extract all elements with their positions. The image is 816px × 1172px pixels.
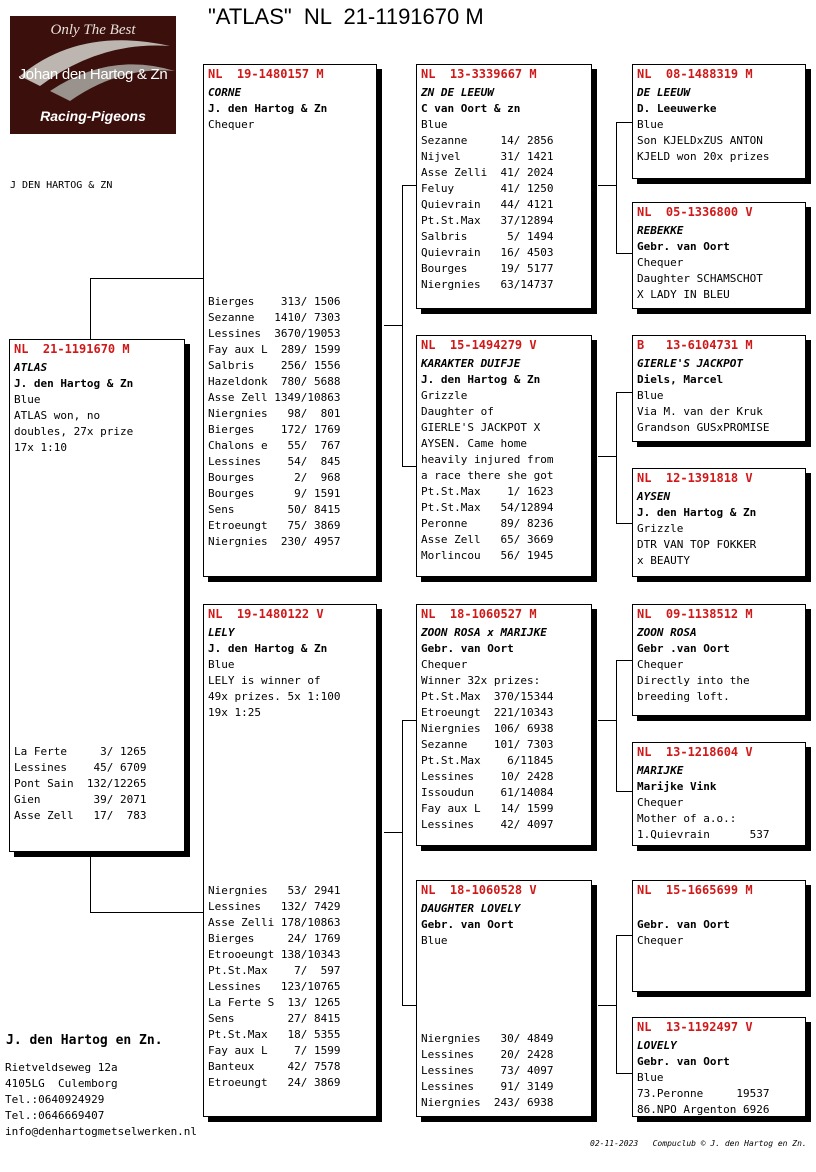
logo-slogan: Only The Best	[50, 22, 136, 38]
connector-line	[598, 185, 617, 186]
info-line: x BEAUTY	[637, 554, 690, 567]
result-line: Niergnies 106/ 6938	[421, 722, 554, 735]
result-line: Issoudun 61/14084	[421, 786, 554, 799]
result-line: Lessines 54/ 845	[208, 455, 341, 468]
page-title: "ATLAS" NL 21-1191670 M	[208, 4, 484, 29]
result-line: Chalons e 55/ 767	[208, 439, 341, 452]
info-line: breeding loft.	[637, 690, 730, 703]
result-line: Nijvel 31/ 1421	[421, 150, 554, 163]
pedigree-card-rebekke	[632, 202, 806, 309]
connector-line	[90, 278, 204, 279]
pedigree-card-marijke	[632, 742, 806, 846]
info-line: Grandson GUSxPROMISE	[637, 421, 770, 434]
ring-number: NL 18-1060527 M	[421, 607, 537, 621]
connector-line	[90, 852, 91, 912]
info-line: Chequer	[637, 256, 684, 269]
info-line: heavily injured from	[421, 453, 554, 466]
pedigree-card-gierles-jackpot	[632, 335, 806, 442]
breeder-name: D. Leeuwerke	[637, 102, 717, 115]
connector-line	[616, 660, 617, 792]
connector-line	[384, 832, 403, 833]
result-line: Sezanne 1410/ 7303	[208, 311, 341, 324]
owner-label: J DEN HARTOG & ZN	[10, 180, 113, 191]
ring-number: B 13-6104731 M	[637, 338, 753, 352]
ring-number: NL 13-1218604 V	[637, 745, 753, 759]
result-line: Asse Zelli 41/ 2024	[421, 166, 554, 179]
pigeon-name: AYSEN	[637, 490, 671, 503]
result-line: Lessines 42/ 4097	[421, 818, 554, 831]
info-line: Daughter SCHAMSCHOT	[637, 272, 763, 285]
breeder-name: J. den Hartog & Zn	[14, 377, 134, 390]
connector-line	[616, 935, 633, 936]
result-line: Etroeungt 75/ 3869	[208, 519, 341, 532]
pigeon-name: KARAKTER DUIFJE	[421, 357, 521, 370]
ring-number: NL 19-1480157 M	[208, 67, 324, 81]
result-line: Pt.St.Max 54/12894	[421, 501, 554, 514]
result-line: Pt.St.Max 7/ 597	[208, 964, 341, 977]
result-line: Bierges 24/ 1769	[208, 932, 341, 945]
pigeon-name: ATLAS	[14, 361, 48, 374]
ring-number: NL 09-1138512 M	[637, 607, 753, 621]
pigeon-name: GIERLE'S JACKPOT	[637, 357, 743, 370]
pigeon-name: LOVELY	[637, 1039, 677, 1052]
phone-line: Tel.:0646669407	[5, 1109, 105, 1122]
result-line: Asse Zell 65/ 3669	[421, 533, 554, 546]
ring-number: NL 21-1191670 M	[14, 342, 130, 356]
info-line: a race there she got	[421, 469, 554, 482]
connector-line	[616, 253, 633, 254]
pedigree-card-zn-de-leeuw	[416, 64, 592, 309]
pigeon-name: ZOON ROSA x MARIJKE	[421, 626, 547, 639]
connector-line	[598, 1005, 617, 1006]
ring-number: NL 15-1494279 V	[421, 338, 537, 352]
result-line: Lessines 10/ 2428	[421, 770, 554, 783]
pigeon-name: ZOON ROSA	[637, 626, 697, 639]
info-line: Chequer	[637, 658, 684, 671]
breeder-name: Gebr. van Oort	[421, 642, 514, 655]
address-line: Rietveldseweg 12a	[5, 1061, 118, 1074]
ring-number: NL 05-1336800 V	[637, 205, 753, 219]
info-line: Winner 32x prizes:	[421, 674, 541, 687]
pedigree-card-corne	[203, 64, 377, 577]
connector-line	[402, 466, 417, 467]
info-line: Blue	[637, 389, 664, 402]
result-line: Bourges 9/ 1591	[208, 487, 341, 500]
pigeon-name: REBEKKE	[637, 224, 684, 237]
result-line: Niergnies 53/ 2941	[208, 884, 341, 897]
result-line: Lessines 91/ 3149	[421, 1080, 554, 1093]
result-line: Morlincou 56/ 1945	[421, 549, 554, 562]
result-line: Sens 27/ 8415	[208, 1012, 341, 1025]
result-line: Bourges 19/ 5177	[421, 262, 554, 275]
info-line: Directly into the	[637, 674, 750, 687]
info-line: GIERLE'S JACKPOT X	[421, 421, 541, 434]
connector-line	[402, 1005, 417, 1006]
connector-line	[598, 720, 617, 721]
footer-owner-name: J. den Hartog en Zn.	[6, 1033, 163, 1048]
pigeon-name: CORNE	[208, 86, 242, 99]
print-stamp: 02-11-2023 Compuclub © J. den Hartog en Zn.	[590, 1139, 807, 1148]
connector-line	[402, 720, 403, 1006]
result-line: Sezanne 101/ 7303	[421, 738, 554, 751]
connector-line	[616, 392, 633, 393]
result-line: Quievrain 44/ 4121	[421, 198, 554, 211]
result-line: Pt.St.Max 1/ 1623	[421, 485, 554, 498]
breeder-name: J. den Hartog & Zn	[637, 506, 757, 519]
ring-number: NL 15-1665699 M	[637, 883, 753, 897]
ring-number: NL 13-3339667 M	[421, 67, 537, 81]
phone-line: Tel.:0640924929	[5, 1093, 105, 1106]
info-line: 1.Quievrain 537	[637, 828, 770, 841]
connector-line	[616, 122, 633, 123]
info-line: Chequer	[637, 934, 684, 947]
connector-line	[616, 392, 617, 524]
info-line: ATLAS won, no	[14, 409, 101, 422]
breeder-name: C van Oort & zn	[421, 102, 521, 115]
footer-address	[5, 1060, 197, 1140]
info-line: Son KJELDxZUS ANTON	[637, 134, 763, 147]
info-line: Mother of a.o.:	[637, 812, 737, 825]
ring-number: NL 18-1060528 V	[421, 883, 537, 897]
logo-tagline: Racing-Pigeons	[40, 108, 146, 124]
info-line: Chequer	[637, 796, 684, 809]
connector-line	[616, 122, 617, 254]
info-line: Blue	[421, 118, 448, 131]
breeder-name: Gebr. van Oort	[637, 1055, 730, 1068]
pedigree-card-karakter-duifje	[416, 335, 592, 577]
result-line: Asse Zell 17/ 783	[14, 809, 147, 822]
info-line: Chequer	[208, 118, 255, 131]
breeder-name: Gebr. van Oort	[637, 918, 730, 931]
info-line: 73.Peronne 19537	[637, 1087, 770, 1100]
info-line: Via M. van der Kruk	[637, 405, 763, 418]
pedigree-card-zoon-rosa	[632, 604, 806, 716]
connector-line	[402, 185, 417, 186]
result-line: Pt.St.Max 370/15344	[421, 690, 554, 703]
breeder-name: J. den Hartog & Zn	[208, 642, 328, 655]
result-line: Bierges 172/ 1769	[208, 423, 341, 436]
result-line: Niergnies 230/ 4957	[208, 535, 341, 548]
result-line: Banteux 42/ 7578	[208, 1060, 341, 1073]
info-line: KJELD won 20x prizes	[637, 150, 770, 163]
info-line: Blue	[421, 934, 448, 947]
result-line: Sezanne 14/ 2856	[421, 134, 554, 147]
breeder-name: J. den Hartog & Zn	[421, 373, 541, 386]
email-line: info@denhartogmetselwerken.nl	[5, 1125, 198, 1138]
result-line: Bourges 2/ 968	[208, 471, 341, 484]
info-line: 86.NPO Argenton 6926	[637, 1103, 770, 1116]
breeder-name: Gebr. van Oort	[637, 240, 730, 253]
race-results	[14, 744, 146, 824]
info-line: Blue	[637, 118, 664, 131]
result-line: Lessines 73/ 4097	[421, 1064, 554, 1077]
result-line: Peronne 89/ 8236	[421, 517, 554, 530]
logo-company-name: Johan den Hartog & Zn	[18, 66, 168, 83]
result-line: Niergnies 98/ 801	[208, 407, 341, 420]
connector-line	[616, 523, 633, 524]
result-line: Lessines 45/ 6709	[14, 761, 147, 774]
race-results	[208, 294, 340, 550]
connector-line	[402, 720, 417, 721]
result-line: Niergnies 63/14737	[421, 278, 554, 291]
info-line: LELY is winner of	[208, 674, 321, 687]
result-line: Niergnies 30/ 4849	[421, 1032, 554, 1045]
connector-line	[616, 1073, 633, 1074]
result-line: Bierges 313/ 1506	[208, 295, 341, 308]
result-line: Lessines 3670/19053	[208, 327, 341, 340]
result-line: Feluy 41/ 1250	[421, 182, 554, 195]
result-line: Fay aux L 289/ 1599	[208, 343, 341, 356]
breeder-name: Gebr .van Oort	[637, 642, 730, 655]
pedigree-card-atlas	[9, 339, 185, 852]
result-line: Gien 39/ 2071	[14, 793, 147, 806]
result-line: Lessines 132/ 7429	[208, 900, 341, 913]
result-line: Pont Sain 132/12265	[14, 777, 147, 790]
connector-line	[402, 185, 403, 467]
pigeon-name: DAUGHTER LOVELY	[421, 902, 521, 915]
result-line: Salbris 5/ 1494	[421, 230, 554, 243]
info-line: X LADY IN BLEU	[637, 288, 730, 301]
connector-line	[598, 456, 617, 457]
result-line: Quievrain 16/ 4503	[421, 246, 554, 259]
address-line: 4105LG Culemborg	[5, 1077, 118, 1090]
info-line: Daughter of	[421, 405, 494, 418]
info-line: 17x 1:10	[14, 441, 67, 454]
info-line: DTR VAN TOP FOKKER	[637, 538, 757, 551]
result-line: Etroeungt 24/ 3869	[208, 1076, 341, 1089]
breeder-name: J. den Hartog & Zn	[208, 102, 328, 115]
result-line: Fay aux L 14/ 1599	[421, 802, 554, 815]
result-line: Fay aux L 7/ 1599	[208, 1044, 341, 1057]
info-line: Blue	[208, 658, 235, 671]
connector-line	[616, 935, 617, 1074]
result-line: Etroeungt 221/10343	[421, 706, 554, 719]
race-results	[208, 883, 340, 1091]
breeder-name: Diels, Marcel	[637, 373, 724, 386]
result-line: Pt.St.Max 18/ 5355	[208, 1028, 341, 1041]
pedigree-card-daughter-lovely	[416, 880, 592, 1117]
connector-line	[384, 325, 403, 326]
result-line: Pt.St.Max 37/12894	[421, 214, 554, 227]
pedigree-card-aysen	[632, 468, 806, 577]
result-line: Lessines 20/ 2428	[421, 1048, 554, 1061]
race-results	[421, 1031, 553, 1111]
connector-line	[90, 278, 91, 340]
info-line: doubles, 27x prize	[14, 425, 134, 438]
info-line: 19x 1:25	[208, 706, 261, 719]
breeder-logo	[10, 16, 176, 134]
result-line: Asse Zelli 178/10863	[208, 916, 341, 929]
result-line: Pt.St.Max 6/11845	[421, 754, 554, 767]
result-line: Salbris 256/ 1556	[208, 359, 341, 372]
pigeon-name: ZN DE LEEUW	[421, 86, 494, 99]
pigeon-name: DE LEEUW	[637, 86, 690, 99]
result-line: Sens 50/ 8415	[208, 503, 341, 516]
breeder-name: Gebr. van Oort	[421, 918, 514, 931]
result-line: Etrooeungt 138/10343	[208, 948, 341, 961]
result-line: La Ferte 3/ 1265	[14, 745, 147, 758]
pedigree-card-zoon-rosa-x-marijke	[416, 604, 592, 846]
info-line: Grizzle	[421, 389, 468, 402]
info-line: Blue	[637, 1071, 664, 1084]
pedigree-card-lely	[203, 604, 377, 1117]
result-line: Niergnies 243/ 6938	[421, 1096, 554, 1109]
pedigree-card-de-leeuw	[632, 64, 806, 179]
ring-number: NL 13-1192497 V	[637, 1020, 753, 1034]
info-line: Blue	[14, 393, 41, 406]
info-line: Grizzle	[637, 522, 684, 535]
result-line: Asse Zell 1349/10863	[208, 391, 341, 404]
pigeon-name: MARIJKE	[637, 764, 684, 777]
info-line: Chequer	[421, 658, 468, 671]
breeder-name: Marijke Vink	[637, 780, 717, 793]
pigeon-name: LELY	[208, 626, 235, 639]
pedigree-card-lovely	[632, 1017, 806, 1117]
connector-line	[90, 912, 204, 913]
connector-line	[616, 791, 633, 792]
info-line: AYSEN. Came home	[421, 437, 527, 450]
result-line: Hazeldonk 780/ 5688	[208, 375, 341, 388]
pigeon-name	[637, 901, 801, 917]
pedigree-card-15-1665699	[632, 880, 806, 992]
info-line: 49x prizes. 5x 1:100	[208, 690, 341, 703]
connector-line	[616, 660, 633, 661]
result-line: La Ferte S 13/ 1265	[208, 996, 341, 1009]
ring-number: NL 12-1391818 V	[637, 471, 753, 485]
ring-number: NL 08-1488319 M	[637, 67, 753, 81]
ring-number: NL 19-1480122 V	[208, 607, 324, 621]
result-line: Lessines 123/10765	[208, 980, 341, 993]
